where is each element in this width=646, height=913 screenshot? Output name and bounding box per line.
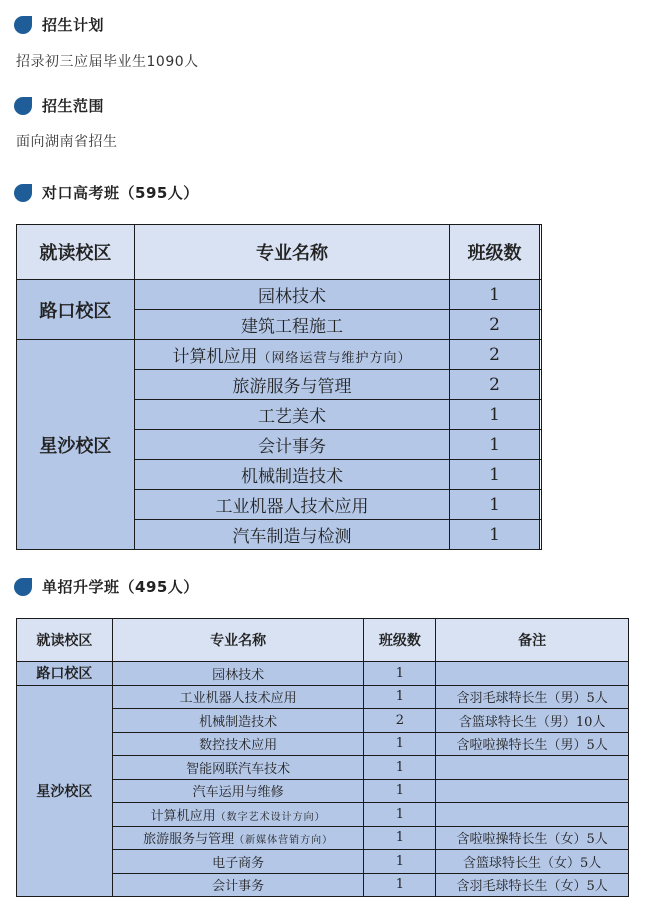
count-cell: 1 [364,732,436,756]
count-cell: 1 [450,520,540,550]
table-edge [539,225,541,280]
section-title: 对口高考班（595人） [42,184,199,202]
major-cell: 建筑工程施工 [134,310,449,340]
campus-cell: 路口校区 [17,280,135,340]
table-row [17,685,629,709]
major-cell: 电子商务 [112,850,364,874]
header-campus: 就读校区 [17,225,135,280]
table-edge [539,520,541,550]
count-cell: 1 [364,779,436,803]
major-note: （新媒体营销方向） [234,835,334,847]
major-note: （数字艺术设计方向） [215,811,326,823]
section-title: 招生范围 [42,97,105,115]
note-cell [436,803,629,827]
header-major: 专业名称 [134,225,449,280]
major-cell: 园林技术 [134,280,449,310]
major-cell: 工艺美术 [134,400,449,430]
header-class-count: 班级数 [364,619,436,662]
table-edge [539,430,541,460]
droplet-icon [14,578,32,596]
major-cell: 汽车制造与检测 [134,520,449,550]
count-cell: 2 [450,340,540,370]
table-edge [539,400,541,430]
major-note: （网络运营与维护方向） [257,351,412,366]
exam-class-table [16,224,542,550]
table-row [17,662,629,686]
header-major: 专业名称 [112,619,364,662]
major-cell [112,803,364,827]
note-cell: 含啦啦操特长生（男）5人 [436,732,629,756]
major-cell: 机械制造技术 [134,460,449,490]
count-cell: 1 [450,490,540,520]
droplet-icon [14,97,32,115]
count-cell: 1 [364,850,436,874]
note-cell [436,779,629,803]
major-cell: 机械制造技术 [112,709,364,733]
major-main: 计算机应用 [172,347,258,367]
count-cell: 1 [364,662,436,686]
note-cell: 含羽毛球特长生（女）5人 [436,873,629,897]
header-class-count: 班级数 [450,225,540,280]
count-cell: 1 [450,280,540,310]
note-cell: 含篮球特长生（女）5人 [436,850,629,874]
paragraph-plan: 招录初三应届毕业生1090人 [16,54,199,70]
header-notes: 备注 [436,619,629,662]
count-cell: 1 [364,685,436,709]
note-cell: 含啦啦操特长生（女）5人 [436,826,629,850]
section-heading-exam-class [14,182,199,203]
section-heading-scope [14,95,104,116]
droplet-icon [14,184,32,202]
major-cell: 工业机器人技术应用 [112,685,364,709]
table-row [17,280,542,310]
table-header-row [17,619,629,662]
table-edge [539,460,541,490]
note-cell [436,662,629,686]
count-cell: 1 [450,430,540,460]
header-campus: 就读校区 [17,619,113,662]
table-edge [539,370,541,400]
major-cell: 汽车运用与维修 [112,779,364,803]
table-row [17,340,542,370]
major-main: 计算机应用 [150,808,216,824]
single-enrollment-table [16,618,629,897]
section-title: 招生计划 [42,16,105,34]
table-header-row [17,225,542,280]
major-cell: 会计事务 [112,873,364,897]
table-edge [539,490,541,520]
note-cell: 含篮球特长生（男）10人 [436,709,629,733]
section-heading-single-enrollment [14,576,199,597]
major-cell: 数控技术应用 [112,732,364,756]
table-edge [539,310,541,340]
count-cell: 2 [450,370,540,400]
major-cell: 园林技术 [112,662,364,686]
note-cell: 含羽毛球特长生（男）5人 [436,685,629,709]
campus-cell: 路口校区 [17,662,113,686]
major-main: 旅游服务与管理 [143,832,235,848]
note-cell [436,756,629,780]
count-cell: 1 [364,826,436,850]
major-cell [112,826,364,850]
table-edge [539,280,541,310]
major-cell: 智能网联汽车技术 [112,756,364,780]
count-cell: 1 [364,873,436,897]
droplet-icon [14,16,32,34]
major-cell [134,340,449,370]
section-heading-plan [14,14,104,35]
paragraph-scope: 面向湖南省招生 [16,134,118,150]
major-cell: 工业机器人技术应用 [134,490,449,520]
table-edge [539,340,541,370]
count-cell: 1 [450,400,540,430]
major-cell: 会计事务 [134,430,449,460]
campus-cell: 星沙校区 [17,685,113,897]
major-cell: 旅游服务与管理 [134,370,449,400]
count-cell: 1 [364,803,436,827]
count-cell: 1 [450,460,540,490]
campus-cell: 星沙校区 [17,340,135,550]
count-cell: 2 [450,310,540,340]
section-title: 单招升学班（495人） [42,578,199,596]
count-cell: 2 [364,709,436,733]
count-cell: 1 [364,756,436,780]
